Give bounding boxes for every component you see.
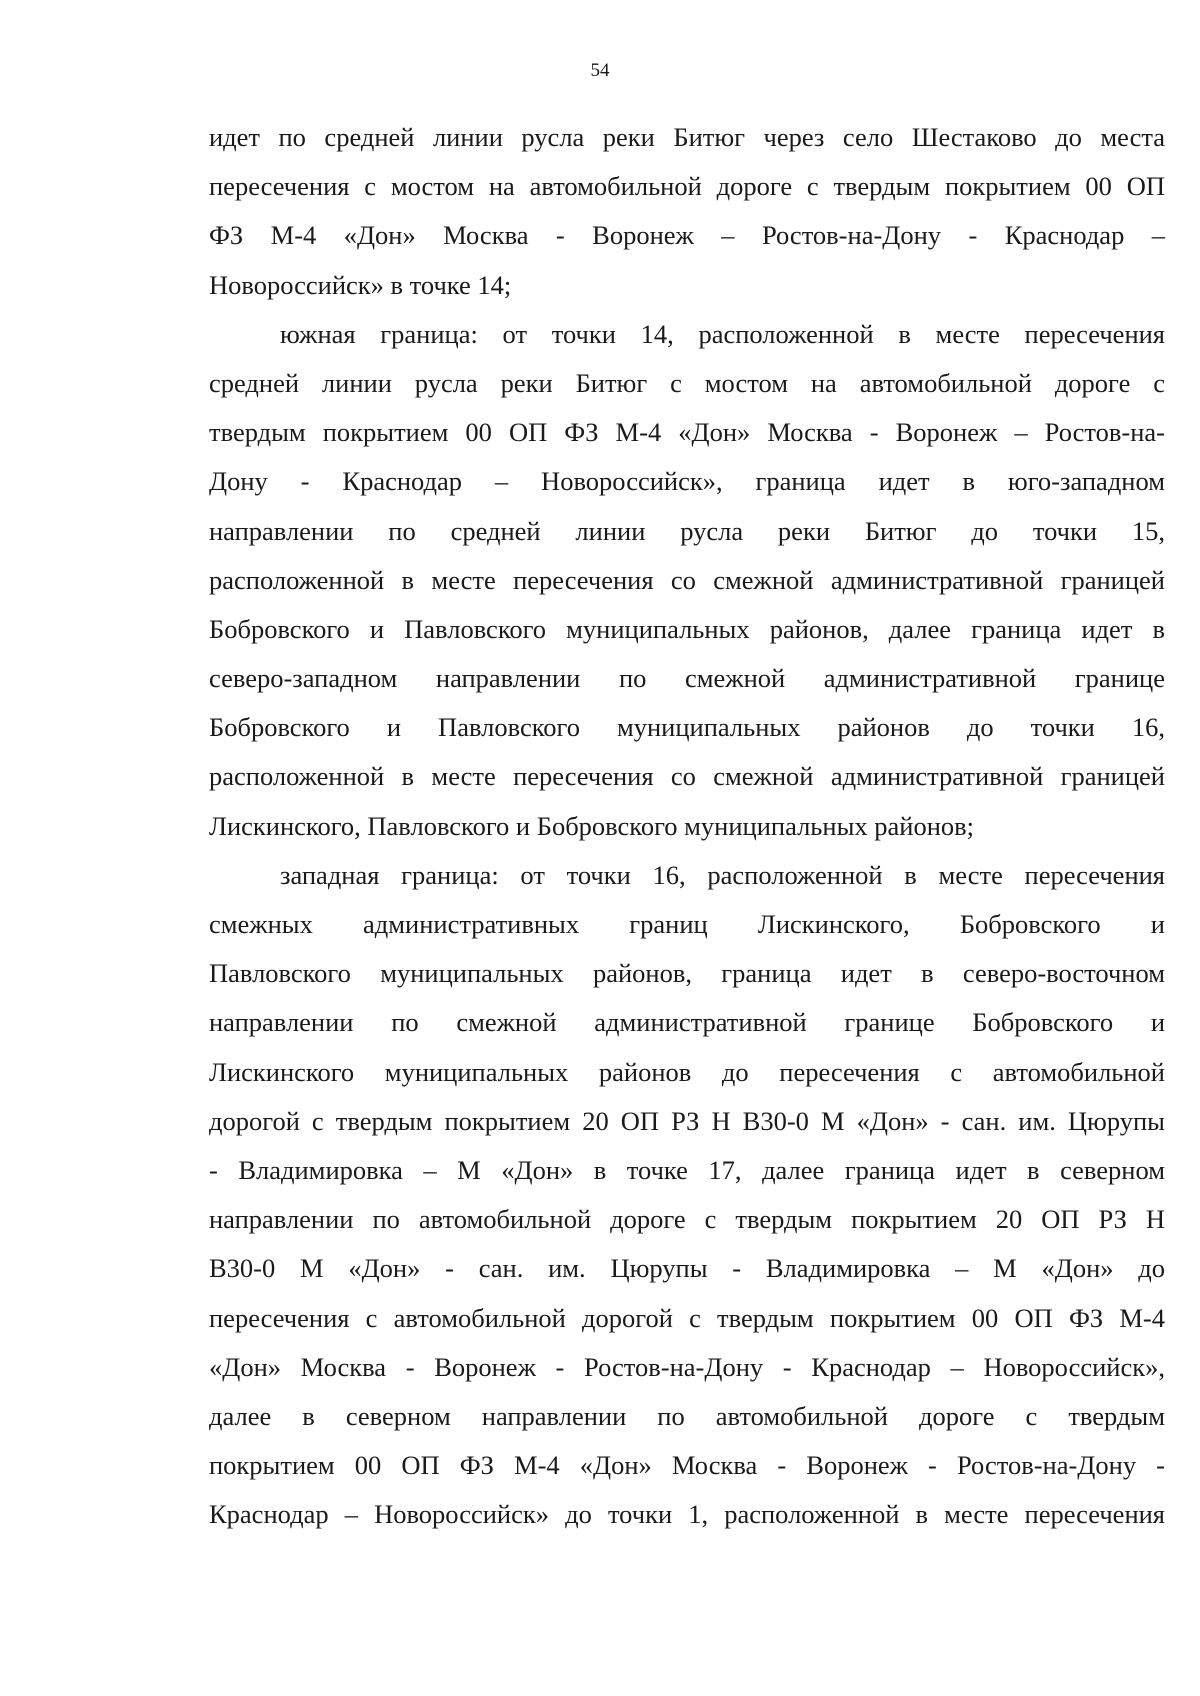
text-line: Павловского муниципальных районов, граница идет в северо-восточном	[209, 958, 1165, 989]
text-line: направлении по смежной административной границе Бобровского и	[209, 1007, 1165, 1038]
text-line: расположенной в месте пересечения со смежной административной границей	[209, 564, 1165, 595]
text-line: идет по средней линии русла реки Битюг через село Шестаково до места	[209, 122, 1165, 152]
document-body	[209, 113, 1165, 1539]
text-line: пересечения с автомобильной дорогой с твердым покрытием 00 ОП ФЗ М-4	[209, 1302, 1165, 1333]
page-number: 54	[590, 60, 610, 81]
paragraph-first-line: западная граница: от точки 16, расположенной в месте пересечения	[280, 859, 1165, 890]
text-line: средней линии русла реки Битюг с мостом на автомобильной дороге с	[209, 367, 1165, 398]
text-line: смежных административных границ Лискинского, Бобровского и	[209, 909, 1165, 939]
text-line: направлении по автомобильной дороге с твердым покрытием 20 ОП РЗ Н	[209, 1204, 1165, 1235]
text-line: Лискинского, Павловского и Бобровского муниципальных районов;	[209, 810, 975, 841]
text-line: расположенной в месте пересечения со смежной административной границей	[209, 761, 1165, 792]
text-line: дорогой с твердым покрытием 20 ОП РЗ Н В30-0 М «Дон» - сан. им. Цюрупы	[209, 1105, 1165, 1136]
text-line: Краснодар – Новороссийск» до точки 1, расположенной в месте пересечения	[209, 1499, 1165, 1530]
text-line: Бобровского и Павловского муниципальных районов, далее граница идет в	[209, 613, 1165, 644]
text-line: - Владимировка – М «Дон» в точке 17, далее граница идет в северном	[209, 1154, 1165, 1185]
paragraph-first-line: южная граница: от точки 14, расположенной в месте пересечения	[280, 318, 1165, 349]
text-line: далее в северном направлении по автомобильной дороге с твердым	[209, 1400, 1165, 1431]
text-line: покрытием 00 ОП ФЗ М-4 «Дон» Москва - Воронеж - Ростов-на-Дону -	[209, 1450, 1165, 1481]
text-line: северо-западном направлении по смежной административной границе	[209, 663, 1165, 694]
text-line: Лискинского муниципальных районов до пересечения с автомобильной	[209, 1056, 1165, 1087]
text-line: твердым покрытием 00 ОП ФЗ М-4 «Дон» Москва - Воронеж – Ростов-на-	[209, 417, 1165, 448]
text-line: пересечения с мостом на автомобильной дороге с твердым покрытием 00 ОП	[209, 171, 1165, 202]
text-line: направлении по средней линии русла реки Битюг до точки 15,	[209, 515, 1165, 546]
text-line: В30-0 М «Дон» - сан. им. Цюрупы - Владимировка – М «Дон» до	[209, 1253, 1165, 1284]
text-line: Дону - Краснодар – Новороссийск», граница идет в юго-западном	[209, 466, 1165, 497]
text-line: «Дон» Москва - Воронеж - Ростов-на-Дону - Краснодар – Новороссийск»,	[209, 1351, 1165, 1382]
text-line: Новороссийск» в точке 14;	[209, 269, 512, 300]
text-line: ФЗ М-4 «Дон» Москва - Воронеж – Ростов-на-Дону - Краснодар –	[209, 220, 1165, 251]
text-line: Бобровского и Павловского муниципальных районов до точки 16,	[209, 712, 1165, 743]
